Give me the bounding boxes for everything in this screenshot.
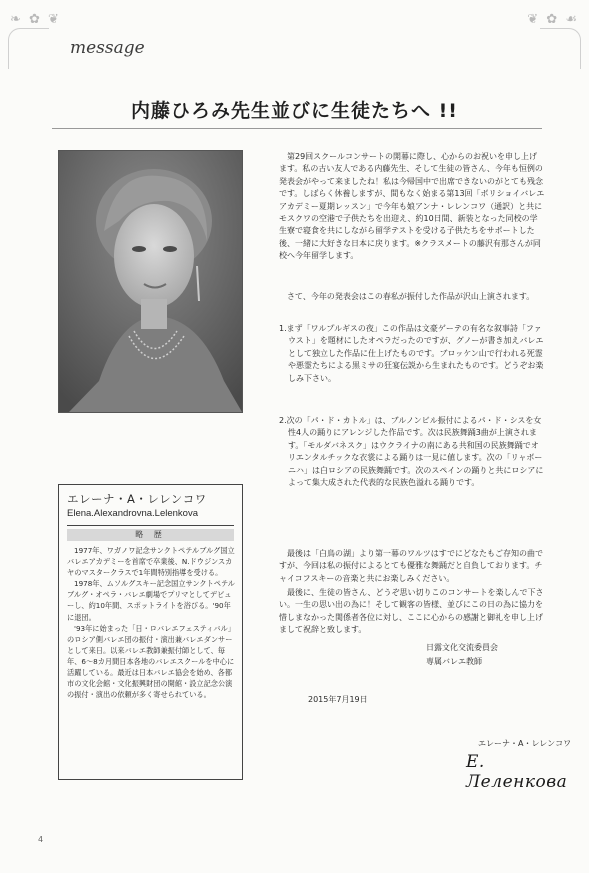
letter-date: 2015年7月19日	[308, 695, 368, 704]
page-title: 内藤ひろみ先生並びに生徒たちへ !!	[131, 100, 458, 122]
page-number: 4	[38, 835, 44, 844]
handwritten-signature: E. Леленкова	[466, 752, 568, 792]
letter-paragraph-1: 第29回スクールコンサートの開幕に際し、心からのお祝いを申し上げます。私の古い友人である内藤先生、そして生徒の皆さん、今年も恒例の発表会がやって来ましたね！私は今帰国中で出席できないのがとても残念です。しばらく休養しますが、間もなく始まる第13回「ボリショイバレエアカデミー夏期レッスン」で今年も娘アンナ・レレンコワ（通訳）と共にモスクワの空港で子供たちを出迎え、約10日間、新装となった同校の学生寮で寝食を共にしながら留学テストを受ける子供たちをサポートした後、一緒に大好きな日本に戻ります。※クラスメートの藤沢有那さんが同校へ今年留学します。	[279, 152, 545, 261]
corner-flourish-left	[8, 28, 49, 69]
bio-paragraph: 1978年、ムソルグスキー記念国立サンクトペテルブルグ・オペラ・バレエ劇場でプリマとしてデビューし、約10年間、スポットライトを浴びる。'90年に退団。	[67, 579, 235, 622]
profile-card	[58, 484, 243, 780]
letter-item-1: 1.まず「ワルプルギスの夜」この作品は文豪ゲーテの有名な叙事詩「ファウスト」を題材にしたオペラだったのですが、グノーが書き加えバレエとして独立した作品に仕上げたものです。ブロッケン山で行われる死霊や悪霊たちによる黒ミサの狂宴伝説から生まれたものです。どうぞお楽しみ下さい。	[279, 324, 544, 383]
letter-paragraph-6: 最後に、生徒の皆さん、どうぞ思い切りこのコンサートを楽しんで下さい。一生の思い出の為に！そして観客の皆様、並びにこの日の為に協力を惜しまなかった関係者各位に対し、ここに心からの感謝と御礼を申し上げまして祝辞と致します。	[279, 588, 544, 635]
bio-heading: 略 歴	[67, 529, 234, 541]
title-rule	[52, 128, 542, 129]
organization-role: 専属バレエ教師	[426, 657, 482, 666]
profile-name-jp: エレーナ・A・レレンコワ	[67, 492, 207, 506]
letter-paragraph-2: さて、今年の発表会はこの春私が振付した作品が沢山上演されます。	[287, 292, 535, 301]
bio-text	[67, 545, 235, 700]
portrait-photo	[58, 150, 243, 413]
corner-ornament-right-icon: ❦ ✿ ☙	[527, 12, 579, 27]
section-label: message	[70, 38, 145, 58]
organization-name: 日露文化交流委員会	[426, 643, 498, 652]
corner-ornament-left-icon: ❧ ✿ ❦	[10, 12, 61, 27]
profile-divider	[67, 525, 234, 526]
corner-flourish-right	[540, 28, 581, 69]
signer-name: エレーナ・A・レレンコワ	[478, 739, 572, 748]
letter-item-2: 2.次の「パ・ド・カトル」は、ブルノンビル振付によるパ・ド・シスを女性4人の踊りにアレンジした作品です。次は民族舞踊3曲が上演されます。「モルダバネスク」はウクライナの南にある共和国の民族舞踊でオリエンタルチックな衣裳による踊りは一見に値します。次の「リャボーニハ」は白ロシアの民族舞踊です。次のスペインの踊りと共にロシアによって集大成された代表的な民族色溢れる踊りです。	[279, 416, 544, 488]
bio-paragraph: 1977年、ワガノワ記念サンクトペテルブルグ国立バレエアカデミーを首席で卒業後、N.ドウジンスカヤのマスタークラスで1年間特別指導を受ける。	[67, 546, 235, 578]
bio-paragraph: '93年に始まった「日・ロバレエフェスティバル」のロシア側バレエ団の振付・演出兼バレエダンサーとして来日。以来バレエ教師兼振付師として、毎年、6～8カ月間日本各地のバレエスクールを中心に活躍している。最近は日本バレエ協会を始め、各都市の文化会館・文化振興財団の開館・設立記念公演の振付・演出の依頼が多く寄せられている。	[67, 623, 235, 700]
letter-paragraph-5: 最後は「白鳥の湖」より第一幕のワルツはすでにどなたもご存知の曲ですが、今回は私の振付によるとても優雅な舞踊だと自負しております。チャイコフスキーの音楽と共にお楽しみください。	[279, 549, 543, 583]
profile-name-en: Elena.Alexandrovna.Lelenkova	[67, 508, 198, 519]
